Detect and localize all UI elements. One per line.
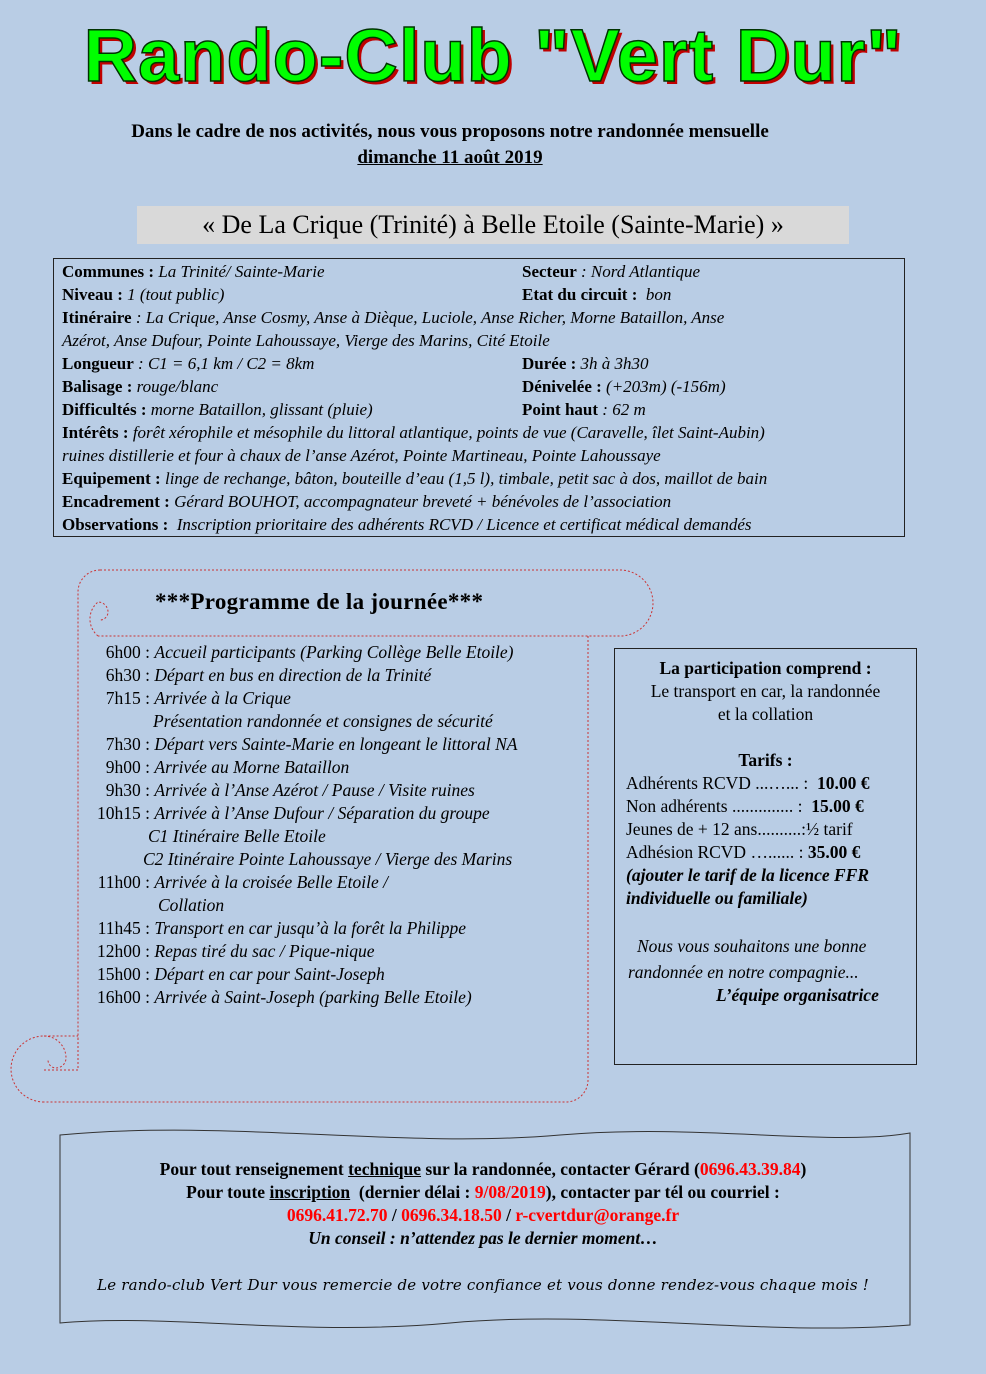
item-text: Départ en car pour Saint-Joseph — [154, 964, 385, 984]
contact-details — [0, 1204, 966, 1227]
tarif-note-cont: individuelle ou familiale) — [626, 888, 808, 908]
item-text: Arrivée à Saint-Joseph (parking Belle Etoile) — [154, 987, 472, 1007]
tarif-label: Non adhérents .............. : — [626, 796, 803, 816]
item-text: Arrivée à la croisée Belle Etoile / — [154, 872, 388, 892]
programme-title: ***Programme de la journée*** — [155, 589, 484, 614]
item-time: 7h30 : — [105, 734, 150, 754]
info-interets-cont — [62, 444, 661, 467]
info-equipement — [62, 467, 767, 490]
contact-text: inscription — [269, 1182, 351, 1202]
info-value: forêt xérophile et mésophile du littoral atlantique, points de vue (Caravelle, îlet Saint-Aubin) — [132, 423, 765, 442]
list-item — [88, 641, 514, 664]
info-point-haut — [522, 398, 646, 421]
item-time: 11h45 : — [97, 918, 150, 938]
info-denivelee — [522, 375, 726, 398]
item-text: Arrivée à l’Anse Azérot / Pause / Visite ruines — [154, 780, 475, 800]
item-text: Collation — [158, 895, 225, 915]
info-label: Intérêts : — [62, 423, 129, 442]
info-label: Itinéraire — [62, 308, 132, 327]
item-time: 16h00 : — [97, 987, 150, 1007]
info-value: linge de rechange, bâton, bouteille d’eau (1,5 l), timbale, petit sac à dos, maillot de bain — [164, 469, 768, 488]
tarif-price: 15.00 € — [811, 796, 864, 816]
item-text: Arrivée à la Crique — [154, 688, 291, 708]
item-time: 15h00 : — [97, 964, 150, 984]
list-item — [88, 986, 472, 1009]
page-title: Rando-Club "Vert Dur" — [83, 14, 903, 97]
contact-text: technique — [348, 1159, 422, 1179]
route-title: « De La Crique (Trinité) à Belle Etoile (Sainte-Marie) » — [137, 206, 849, 244]
phone-number: 0696.41.72.70 — [286, 1205, 388, 1225]
info-value: 1 (tout public) — [127, 285, 225, 304]
tarif-label: Jeunes de + 12 ans..........:½ tarif — [626, 819, 853, 839]
info-value: Inscription prioritaire des adhérents RCVD / Licence et certificat médical demandés — [176, 515, 752, 534]
contact-text: Pour tout renseignement — [159, 1159, 344, 1179]
participation-desc: Le transport en car, la randonnée — [650, 681, 881, 701]
list-item — [153, 710, 493, 733]
tarif-row — [626, 818, 853, 841]
participation-desc-cont: et la collation — [717, 704, 814, 724]
info-itineraire-cont — [62, 329, 550, 352]
item-text: Départ en bus en direction de la Trinité — [154, 665, 432, 685]
info-value: (+203m) (-156m) — [606, 377, 726, 396]
phone-number: 0696.43.39.84 — [699, 1159, 801, 1179]
info-value: 3h à 3h30 — [580, 354, 649, 373]
email-address: r-cvertdur@orange.fr — [515, 1205, 680, 1225]
tarif-note: (ajouter le tarif de la licence FFR — [626, 865, 870, 885]
info-label: Encadrement : — [62, 492, 170, 511]
info-label: Durée : — [522, 354, 577, 373]
list-item — [88, 802, 490, 825]
tarif-label: Adhésion RCVD …...... : — [626, 842, 804, 862]
tarif-label: Adhérents RCVD ...…... : — [626, 773, 809, 793]
contact-text: (dernier délai : — [358, 1182, 471, 1202]
list-item — [88, 733, 517, 756]
item-time: 9h30 : — [105, 780, 150, 800]
contact-text: Pour toute — [186, 1182, 266, 1202]
list-item — [143, 848, 512, 871]
info-label: Point haut — [522, 400, 599, 419]
item-time: 9h00 : — [105, 757, 150, 777]
item-text: Présentation randonnée et consignes de sécurité — [153, 711, 493, 731]
info-label: Observations : — [62, 515, 169, 534]
info-secteur — [522, 260, 700, 283]
item-text: Repas tiré du sac / Pique-nique — [154, 941, 375, 961]
tarif-row — [626, 772, 870, 795]
info-duree — [522, 352, 649, 375]
contact-inscription — [0, 1181, 966, 1204]
tarif-price: 10.00 € — [817, 773, 870, 793]
info-label: Communes : — [62, 262, 155, 281]
list-item — [88, 664, 431, 687]
item-time: 7h15 : — [105, 688, 150, 708]
thanks-text: Le rando-club Vert Dur vous remercie de votre confiance et vous donne rendez-vous chaque mois ! — [97, 1276, 869, 1294]
contact-text: sur la randonnée, contacter Gérard ( — [425, 1159, 700, 1179]
info-value: rouge/blanc — [136, 377, 219, 396]
info-value: : Nord Atlantique — [581, 262, 701, 281]
list-item — [88, 756, 349, 779]
contact-text: ) — [800, 1159, 807, 1179]
info-value: bon — [645, 285, 672, 304]
item-time: 6h30 : — [105, 665, 150, 685]
info-value: Azérot, Anse Dufour, Pointe Lahoussaye, Vierge des Marins, Cité Etoile — [62, 331, 550, 350]
item-text: Transport en car jusqu’à la forêt la Philippe — [154, 918, 466, 938]
advice-text: Un conseil : n’attendez pas le dernier moment… — [308, 1228, 658, 1248]
info-encadrement — [62, 490, 671, 513]
item-text: Arrivée au Morne Bataillon — [154, 757, 350, 777]
info-itineraire — [62, 306, 724, 329]
item-text: Accueil participants (Parking Collège Belle Etoile) — [154, 642, 514, 662]
item-text: Départ vers Sainte-Marie en longeant le littoral NA — [154, 734, 518, 754]
intro-date — [0, 145, 900, 171]
list-item — [88, 963, 385, 986]
info-label: Secteur — [522, 262, 577, 281]
signature: L’équipe organisatrice — [716, 985, 879, 1005]
item-time: 11h00 : — [97, 872, 150, 892]
list-item — [148, 825, 326, 848]
tarif-price: 35.00 € — [807, 842, 861, 862]
item-text: Arrivée à l’Anse Dufour / Séparation du groupe — [154, 803, 490, 823]
event-date: dimanche 11 août 2019 — [357, 147, 543, 168]
info-observations — [62, 513, 752, 536]
info-value: morne Bataillon, glissant (pluie) — [150, 400, 373, 419]
contact-technique — [0, 1158, 966, 1181]
participation-heading: La participation comprend : — [659, 658, 872, 678]
info-value: : C1 = 6,1 km / C2 = 8km — [138, 354, 315, 373]
item-time: 6h00 : — [105, 642, 150, 662]
info-interets — [62, 421, 765, 444]
info-label: Dénivelée : — [522, 377, 602, 396]
info-difficultes — [62, 398, 373, 421]
info-label: Balisage : — [62, 377, 133, 396]
item-time: 12h00 : — [97, 941, 150, 961]
info-value: : 62 m — [602, 400, 646, 419]
separator: / — [391, 1205, 397, 1225]
item-text: C2 Itinéraire Pointe Lahoussaye / Vierge des Marins — [143, 849, 513, 869]
info-longueur — [62, 352, 314, 375]
info-label: Equipement : — [62, 469, 161, 488]
participation-box — [614, 648, 917, 1065]
info-label: Etat du circuit : — [522, 285, 638, 304]
list-item — [88, 687, 291, 710]
tarif-row — [626, 795, 864, 818]
separator: / — [506, 1205, 511, 1225]
info-label: Longueur — [62, 354, 134, 373]
info-communes — [62, 260, 325, 283]
info-box — [53, 258, 905, 537]
intro-text: Dans le cadre de nos activités, nous vous proposons notre randonnée mensuelle — [131, 121, 769, 142]
list-item — [88, 779, 475, 802]
info-etat — [522, 283, 671, 306]
info-niveau — [62, 283, 224, 306]
deadline: 9/08/2019 — [474, 1182, 546, 1202]
info-value: Gérard BOUHOT, accompagnateur breveté + bénévoles de l’association — [174, 492, 672, 511]
item-time: 10h15 : — [97, 803, 150, 823]
item-text: C1 Itinéraire Belle Etoile — [148, 826, 326, 846]
wish-text-cont: randonnée en notre compagnie... — [628, 962, 859, 982]
list-item — [158, 894, 224, 917]
list-item — [88, 871, 388, 894]
info-value: ruines distillerie et four à chaux de l’anse Azérot, Pointe Martineau, Pointe Lahoussaye — [62, 446, 661, 465]
phone-number: 0696.34.18.50 — [401, 1205, 502, 1225]
info-balisage — [62, 375, 218, 398]
info-label: Difficultés : — [62, 400, 147, 419]
wish-text: Nous vous souhaitons une bonne — [637, 936, 867, 956]
contact-text: ), contacter par tél ou courriel : — [545, 1182, 780, 1202]
info-value: : La Crique, Anse Cosmy, Anse à Dièque, Luciole, Anse Richer, Morne Bataillon, Anse — [135, 308, 725, 327]
info-label: Niveau : — [62, 285, 123, 304]
info-value: La Trinité/ Sainte-Marie — [158, 262, 325, 281]
tarif-row — [626, 841, 860, 864]
tarifs-heading: Tarifs : — [738, 750, 793, 770]
list-item — [88, 940, 375, 963]
list-item — [88, 917, 466, 940]
